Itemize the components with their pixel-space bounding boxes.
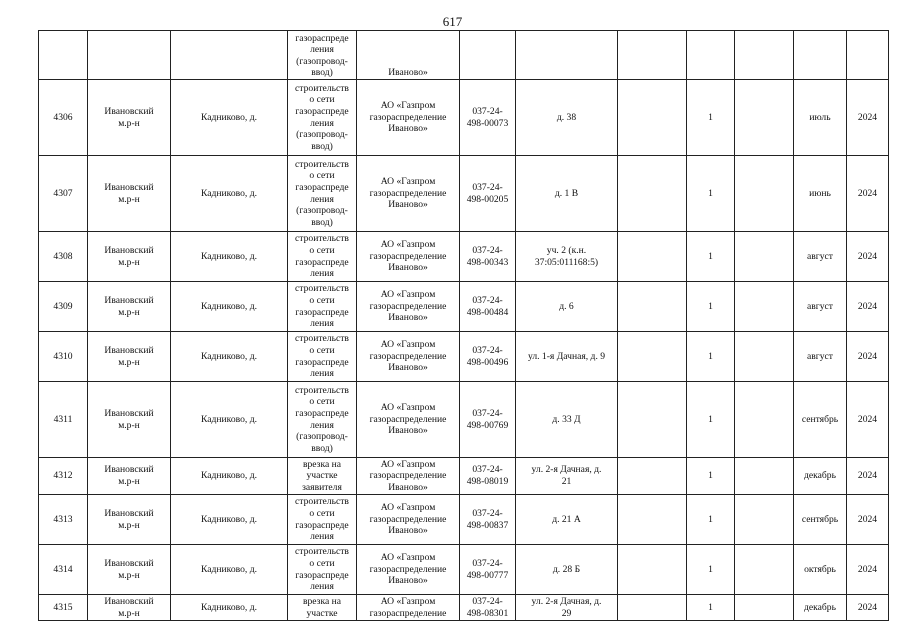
cell-empty xyxy=(735,232,794,282)
cell-settlement: Кадниково, д. xyxy=(171,545,288,595)
cell-address: д. 6 xyxy=(516,282,618,332)
cell-work-type: строительств о сети газораспреде ления xyxy=(288,282,357,332)
cell-count: 1 xyxy=(687,458,735,495)
cell-month xyxy=(794,31,847,80)
cell-year: 2024 xyxy=(847,382,889,458)
cell-address: д. 1 В xyxy=(516,156,618,232)
cell-settlement: Кадниково, д. xyxy=(171,156,288,232)
cell-district: Ивановский м.р-н xyxy=(88,382,171,458)
cell-empty xyxy=(735,332,794,382)
table-row xyxy=(39,595,889,621)
cell-address: уч. 2 (к.н. 37:05:011168:5) xyxy=(516,232,618,282)
cell-number: 4314 xyxy=(39,545,88,595)
cell-organization: Иваново» xyxy=(357,31,460,80)
cell-organization: АО «Газпром газораспределение Иваново» xyxy=(357,232,460,282)
cell-empty xyxy=(618,282,687,332)
cell-district: Ивановский м.р-н xyxy=(88,80,171,156)
cell-number: 4313 xyxy=(39,495,88,545)
cell-count: 1 xyxy=(687,495,735,545)
cell-organization: АО «Газпром газораспределение Иваново» xyxy=(357,332,460,382)
table-row xyxy=(39,458,889,495)
cell-number: 4310 xyxy=(39,332,88,382)
cell-contract: 037-24- 498-00343 xyxy=(460,232,516,282)
cell-address xyxy=(516,31,618,80)
cell-district: Ивановский м.р-н xyxy=(88,332,171,382)
cell-contract: 037-24- 498-00484 xyxy=(460,282,516,332)
table-row xyxy=(39,282,889,332)
cell-settlement: Кадниково, д. xyxy=(171,332,288,382)
cell-work-type: строительств о сети газораспреде ления xyxy=(288,232,357,282)
cell-number: 4311 xyxy=(39,382,88,458)
cell-year: 2024 xyxy=(847,80,889,156)
cell-settlement: Кадниково, д. xyxy=(171,282,288,332)
cell-address: ул. 2-я Дачная, д. 21 xyxy=(516,458,618,495)
cell-district: Ивановский м.р-н xyxy=(88,282,171,332)
cell-empty xyxy=(618,382,687,458)
cell-number: 4307 xyxy=(39,156,88,232)
table-row xyxy=(39,495,889,545)
cell-settlement: Кадниково, д. xyxy=(171,382,288,458)
cell-empty xyxy=(735,495,794,545)
cell-work-type: строительств о сети газораспреде ления xyxy=(288,332,357,382)
cell-count: 1 xyxy=(687,282,735,332)
cell-empty xyxy=(618,232,687,282)
cell-empty xyxy=(735,80,794,156)
gas-connection-registry-table xyxy=(38,30,889,621)
cell-address: д. 21 А xyxy=(516,495,618,545)
cell-contract: 037-24- 498-08301 xyxy=(460,595,516,621)
cell-work-type: строительств о сети газораспреде ления (газопровод- ввод) xyxy=(288,156,357,232)
cell-district xyxy=(88,31,171,80)
cell-year: 2024 xyxy=(847,282,889,332)
cell-empty xyxy=(735,382,794,458)
cell-empty xyxy=(618,458,687,495)
cell-empty xyxy=(735,458,794,495)
cell-month: июль xyxy=(794,80,847,156)
table-row-continuation xyxy=(39,31,889,80)
table-row xyxy=(39,156,889,232)
cell-empty xyxy=(735,545,794,595)
cell-year: 2024 xyxy=(847,156,889,232)
cell-empty xyxy=(735,282,794,332)
cell-district: Ивановский м.р-н xyxy=(88,156,171,232)
page-number: 617 xyxy=(442,14,463,29)
table-row xyxy=(39,232,889,282)
cell-contract: 037-24- 498-00837 xyxy=(460,495,516,545)
cell-work-type: строительств о сети газораспреде ления xyxy=(288,545,357,595)
cell-address: ул. 2-я Дачная, д. 29 xyxy=(516,595,618,621)
cell-work-type: строительств о сети газораспреде ления xyxy=(288,495,357,545)
cell-month: август xyxy=(794,332,847,382)
cell-district: Ивановский м.р-н xyxy=(88,458,171,495)
cell-count: 1 xyxy=(687,382,735,458)
cell-work-type: врезка на участке xyxy=(288,595,357,621)
cell-month: декабрь xyxy=(794,458,847,495)
cell-organization: АО «Газпром газораспределение Иваново» xyxy=(357,545,460,595)
cell-year xyxy=(847,31,889,80)
cell-settlement: Кадниково, д. xyxy=(171,595,288,621)
cell-number: 4308 xyxy=(39,232,88,282)
cell-district: Ивановский м.р-н xyxy=(88,495,171,545)
cell-organization: АО «Газпром газораспределение xyxy=(357,595,460,621)
cell-district: Ивановский м.р-н xyxy=(88,232,171,282)
cell-work-type: строительств о сети газораспреде ления (газопровод- ввод) xyxy=(288,382,357,458)
cell-contract: 037-24- 498-00777 xyxy=(460,545,516,595)
cell-year: 2024 xyxy=(847,495,889,545)
cell-settlement: Кадниково, д. xyxy=(171,232,288,282)
cell-count: 1 xyxy=(687,232,735,282)
cell-count: 1 xyxy=(687,545,735,595)
cell-number: 4309 xyxy=(39,282,88,332)
cell-empty xyxy=(735,31,794,80)
cell-month: сентябрь xyxy=(794,382,847,458)
cell-count: 1 xyxy=(687,156,735,232)
cell-address: д. 28 Б xyxy=(516,545,618,595)
cell-settlement: Кадниково, д. xyxy=(171,80,288,156)
cell-organization: АО «Газпром газораспределение Иваново» xyxy=(357,80,460,156)
cell-organization: АО «Газпром газораспределение Иваново» xyxy=(357,495,460,545)
cell-month: октябрь xyxy=(794,545,847,595)
table-row xyxy=(39,332,889,382)
cell-year: 2024 xyxy=(847,595,889,621)
table-row xyxy=(39,80,889,156)
cell-contract: 037-24- 498-00073 xyxy=(460,80,516,156)
cell-empty xyxy=(618,595,687,621)
cell-month: декабрь xyxy=(794,595,847,621)
cell-organization: АО «Газпром газораспределение Иваново» xyxy=(357,156,460,232)
cell-address: д. 38 xyxy=(516,80,618,156)
cell-month: август xyxy=(794,232,847,282)
table-row xyxy=(39,545,889,595)
table-row xyxy=(39,382,889,458)
cell-empty xyxy=(618,332,687,382)
cell-settlement: Кадниково, д. xyxy=(171,495,288,545)
cell-number: 4315 xyxy=(39,595,88,621)
cell-empty xyxy=(735,595,794,621)
cell-number: 4306 xyxy=(39,80,88,156)
cell-year: 2024 xyxy=(847,232,889,282)
cell-year: 2024 xyxy=(847,545,889,595)
cell-empty xyxy=(618,545,687,595)
cell-contract: 037-24- 498-08019 xyxy=(460,458,516,495)
cell-contract: 037-24- 498-00205 xyxy=(460,156,516,232)
cell-number: 4312 xyxy=(39,458,88,495)
cell-address: д. 33 Д xyxy=(516,382,618,458)
cell-organization: АО «Газпром газораспределение Иваново» xyxy=(357,458,460,495)
cell-number xyxy=(39,31,88,80)
cell-empty xyxy=(618,156,687,232)
cell-year: 2024 xyxy=(847,458,889,495)
cell-count: 1 xyxy=(687,332,735,382)
cell-district: Ивановский м.р-н xyxy=(88,545,171,595)
cell-count: 1 xyxy=(687,595,735,621)
cell-month: август xyxy=(794,282,847,332)
cell-district: Ивановский м.р-н xyxy=(88,595,171,621)
cell-work-type: врезка на участке заявителя xyxy=(288,458,357,495)
cell-month: июнь xyxy=(794,156,847,232)
cell-count: 1 xyxy=(687,80,735,156)
cell-empty xyxy=(618,31,687,80)
cell-year: 2024 xyxy=(847,332,889,382)
cell-contract: 037-24- 498-00769 xyxy=(460,382,516,458)
cell-month: сентябрь xyxy=(794,495,847,545)
cell-empty xyxy=(735,156,794,232)
cell-empty xyxy=(618,495,687,545)
cell-contract: 037-24- 498-00496 xyxy=(460,332,516,382)
cell-settlement: Кадниково, д. xyxy=(171,458,288,495)
cell-work-type: строительств о сети газораспреде ления (газопровод- ввод) xyxy=(288,80,357,156)
cell-settlement xyxy=(171,31,288,80)
cell-empty xyxy=(618,80,687,156)
table-body xyxy=(39,31,889,621)
cell-contract xyxy=(460,31,516,80)
cell-organization: АО «Газпром газораспределение Иваново» xyxy=(357,282,460,332)
cell-count xyxy=(687,31,735,80)
cell-organization: АО «Газпром газораспределение Иваново» xyxy=(357,382,460,458)
cell-work-type: газораспреде ления (газопровод- ввод) xyxy=(288,31,357,80)
cell-address: ул. 1-я Дачная, д. 9 xyxy=(516,332,618,382)
